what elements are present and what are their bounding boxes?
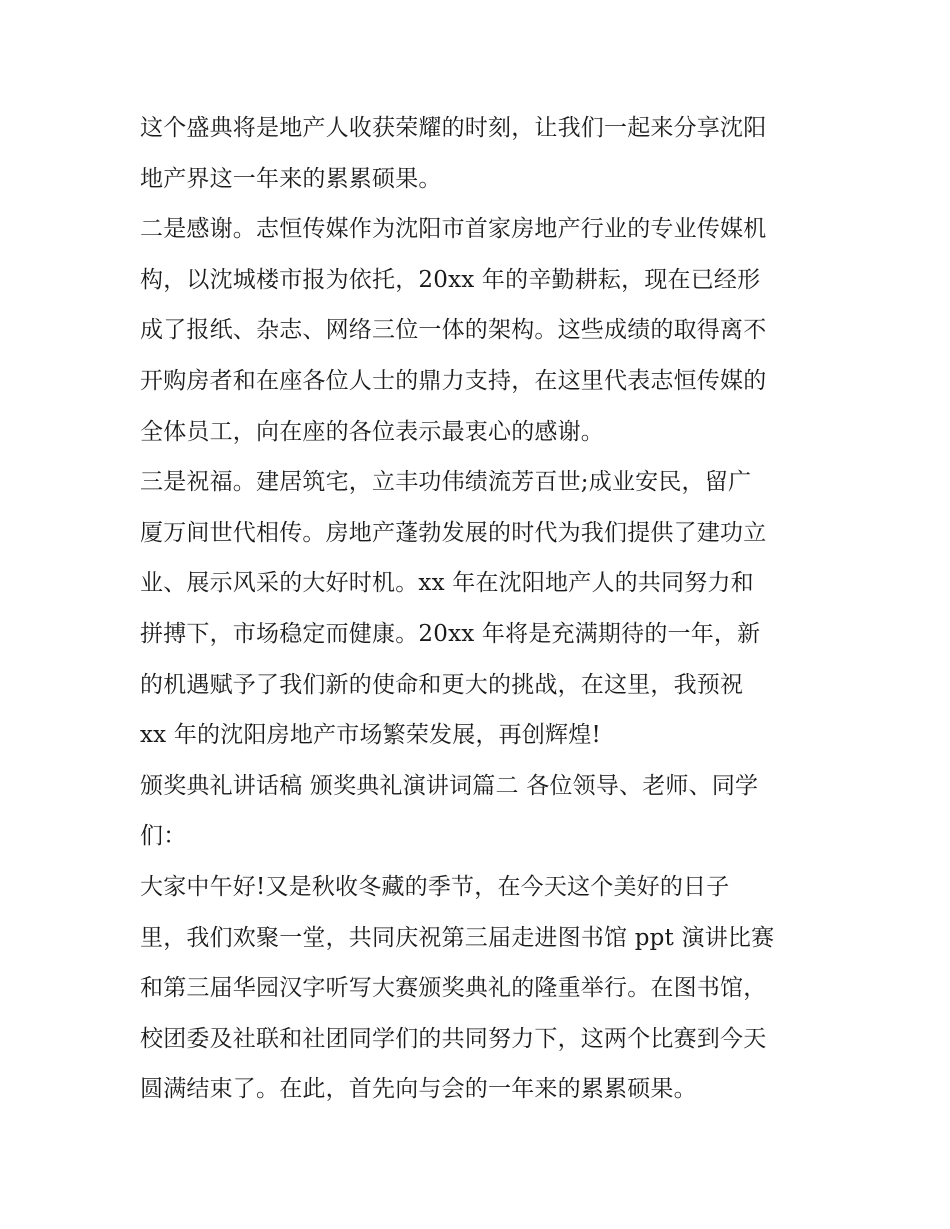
text-line: 开购房者和在座各位人士的鼎力支持，在这里代表志恒传媒的: [140, 367, 767, 394]
text-line: 地产界这一年来的累累硕果。: [140, 165, 442, 192]
text-line: 拼搏下，市场稳定而健康。20xx 年将是充满期待的一年，新: [140, 620, 761, 647]
text-line: 们：: [140, 823, 187, 850]
text-line: 厦万间世代相传。房地产蓬勃发展的时代为我们提供了建功立: [140, 519, 767, 546]
text-line: 二是感谢。志恒传媒作为沈阳市首家房地产行业的专业传媒机: [140, 216, 767, 243]
text-line: 三是祝福。建居筑宅，立丰功伟绩流芳百世;成业安民，留广: [140, 469, 752, 496]
text-line: 业、展示风采的大好时机。xx 年在沈阳地产人的共同努力和: [140, 570, 754, 597]
text-line: 校团委及社联和社团同学们的共同努力下，这两个比赛到今天: [140, 1025, 767, 1052]
text-line: 大家中午好!又是秋收冬藏的季节，在今天这个美好的日子: [140, 873, 730, 900]
document-body: [140, 103, 820, 1115]
text-line: 的机遇赋予了我们新的使命和更大的挑战，在这里，我预祝: [140, 671, 744, 698]
text-line: 全体员工，向在座的各位表示最衷心的感谢。: [140, 418, 604, 445]
text-line: 成了报纸、杂志、网络三位一体的架构。这些成绩的取得离不: [140, 317, 767, 344]
text-line: 圆满结束了。在此，首先向与会的一年来的累累硕果。: [140, 1076, 697, 1103]
text-line: 里，我们欢聚一堂，共同庆祝第三届走进图书馆 ppt 演讲比赛: [140, 924, 775, 951]
text-line: 和第三届华园汉字听写大赛颁奖典礼的隆重举行。在图书馆，: [140, 975, 767, 1002]
text-line: xx 年的沈阳房地产市场繁荣发展，再创辉煌!: [140, 722, 601, 749]
text-line: 颁奖典礼讲话稿 颁奖典礼演讲词篇二 各位领导、老师、同学: [140, 772, 759, 799]
text-line: 这个盛典将是地产人收获荣耀的时刻，让我们一起来分享沈阳: [140, 115, 767, 141]
text-line: 构，以沈城楼市报为依托，20xx 年的辛勤耕耘，现在已经形: [140, 266, 761, 293]
